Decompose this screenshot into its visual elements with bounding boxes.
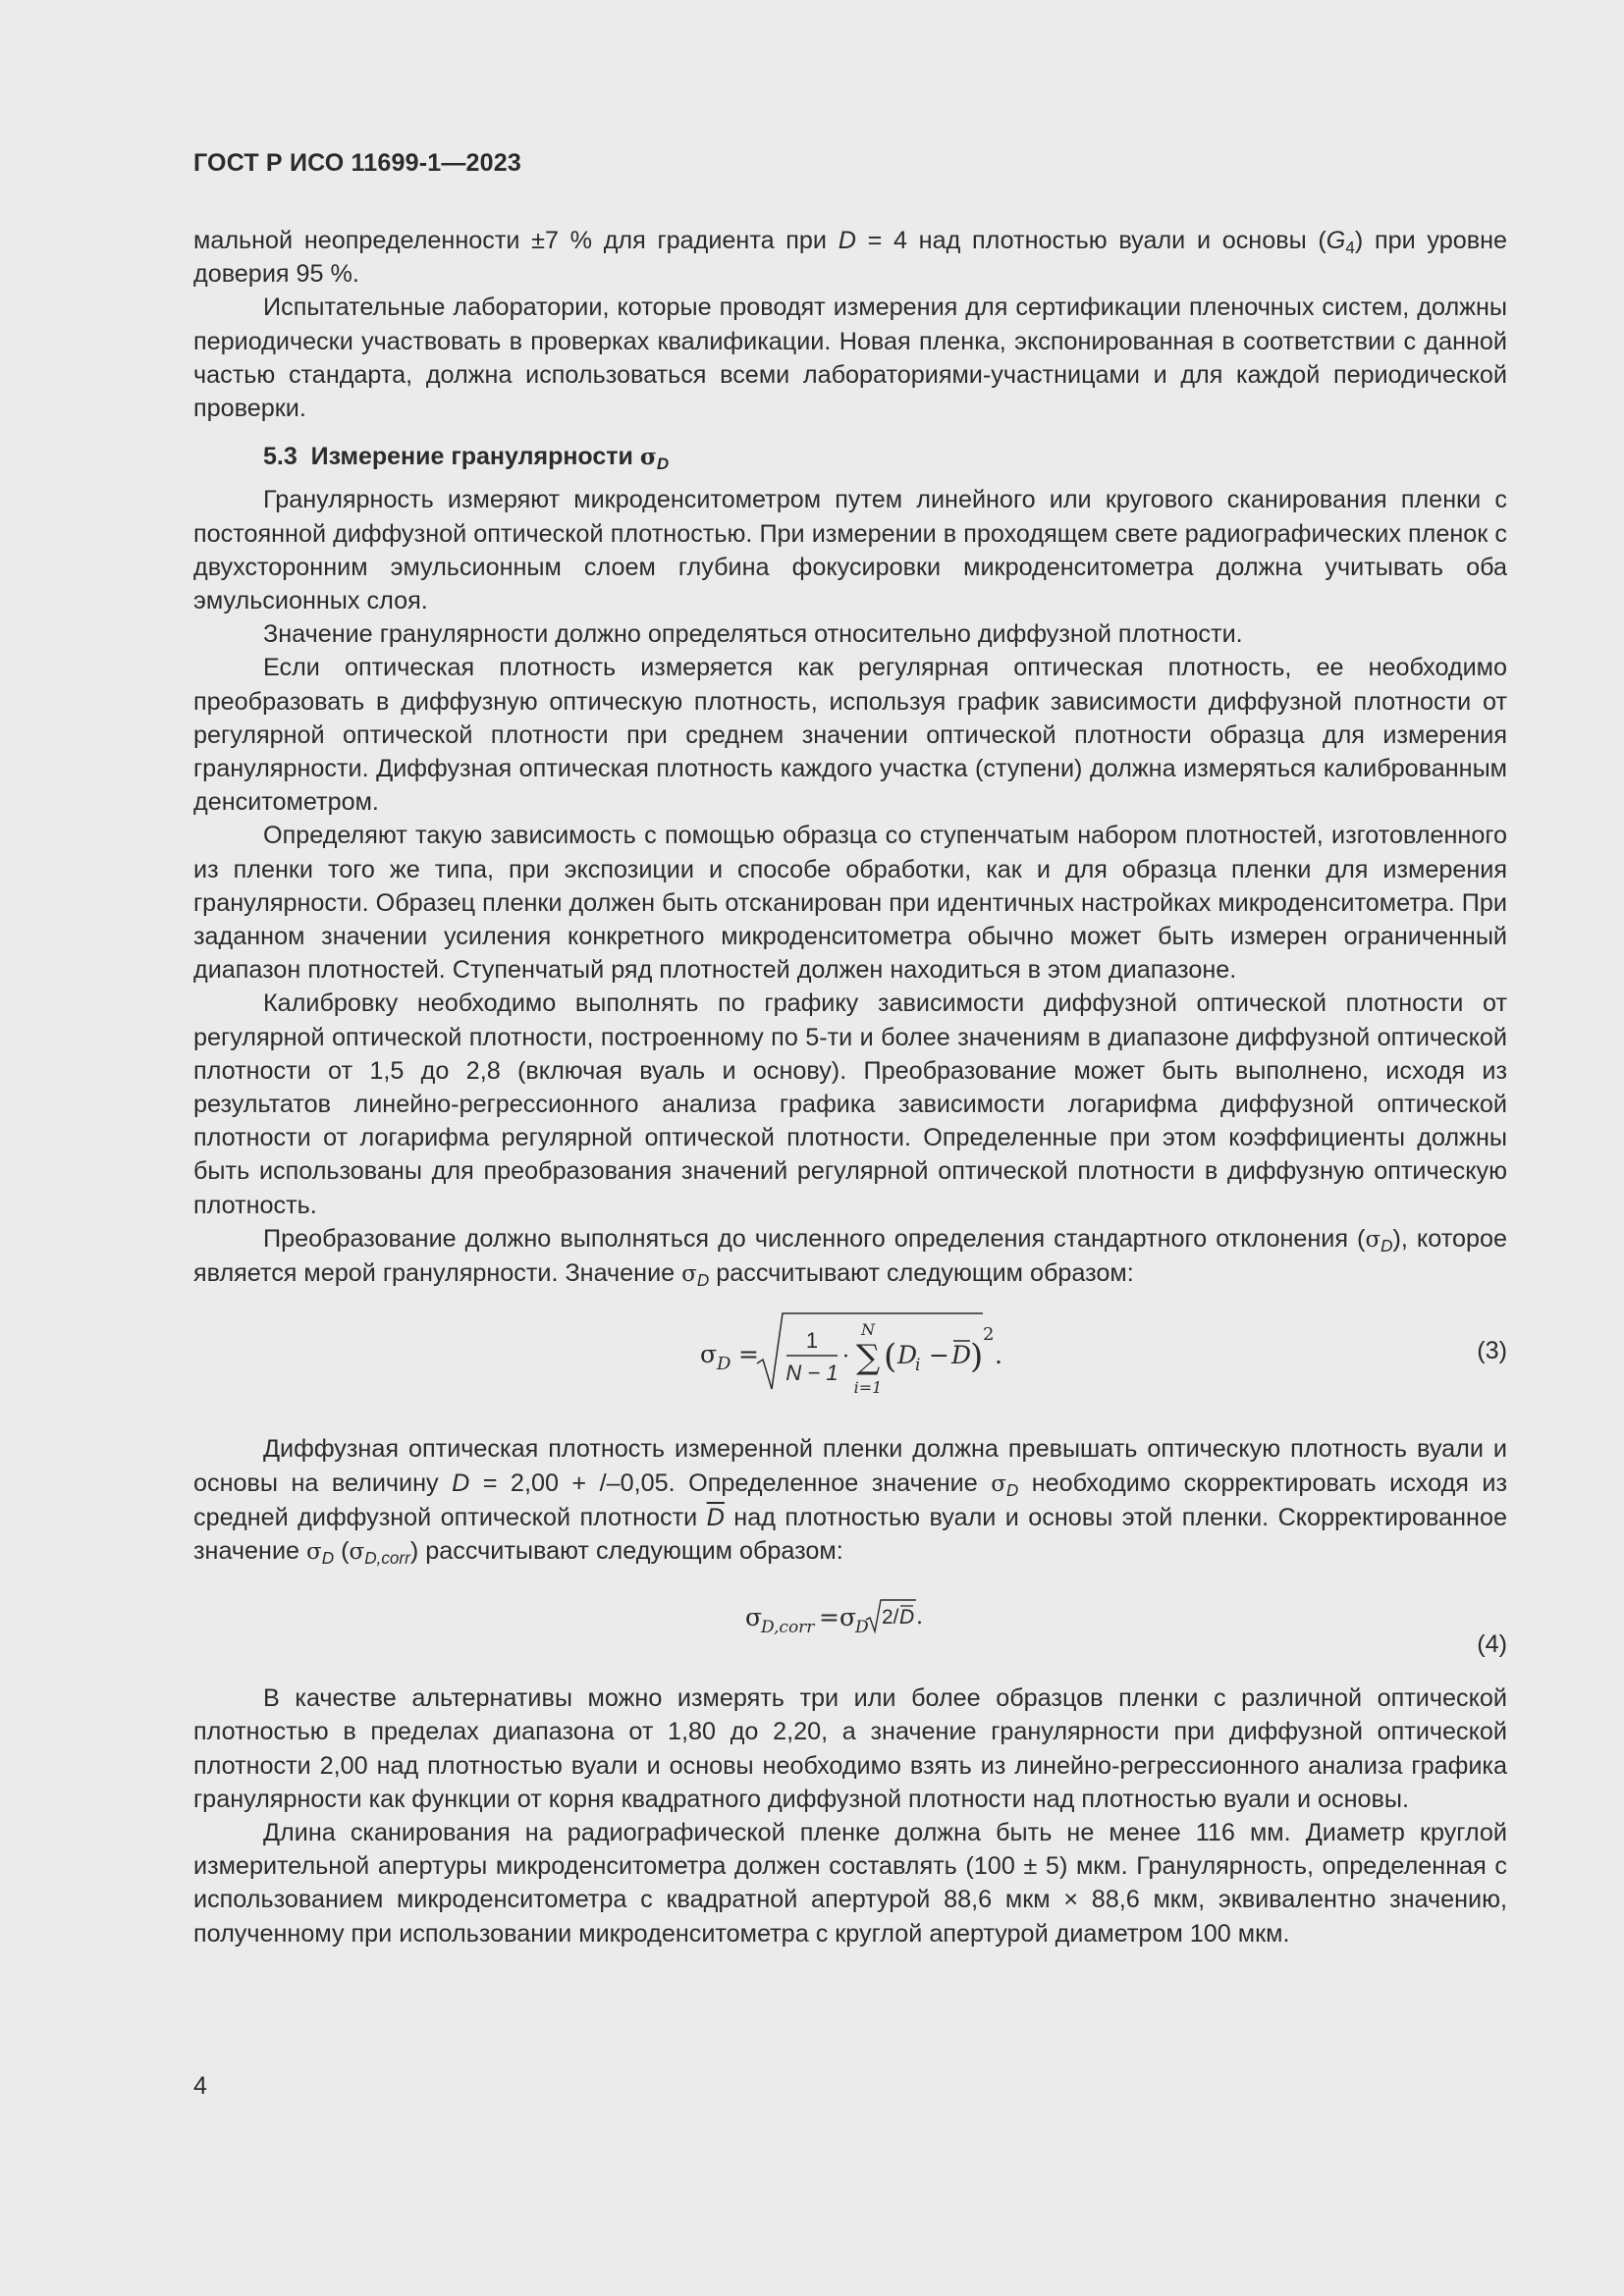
svg-text:D: D — [897, 1341, 918, 1370]
svg-text:.: . — [916, 1605, 923, 1630]
svg-text:): ) — [970, 1337, 984, 1377]
svg-text:D: D — [899, 1606, 915, 1629]
svg-text:D,corr: D,corr — [761, 1618, 815, 1638]
formula-3-math — [700, 1299, 1034, 1415]
formula-number: (3) — [1477, 1337, 1507, 1365]
svg-text:D: D — [717, 1354, 731, 1375]
svg-text:·: · — [842, 1345, 849, 1370]
formula-number: (4) — [1477, 1630, 1507, 1659]
formula-4 — [193, 1576, 1507, 1659]
svg-text:i: i — [915, 1356, 921, 1376]
svg-text:N: N — [861, 1320, 875, 1340]
section-number: 5.3 — [263, 443, 298, 471]
paragraph: Определяют такую зависимость с помощью образца со ступенчатым набором плотностей, изготовленного из пленки того же типа, при экспозиции и способе обработки, как и для образца пленки для измерения гранулярности. Образец пленки должен быть отсканирован при идентичных настройках микроденситометра. При заданном значении усиления конкретного микроденситометра обычно может быть измерен ограниченный диапазон плотностей. Ступенчатый ряд плотностей должен находиться в этом диапазоне. — [193, 822, 1507, 985]
formula-3 — [193, 1299, 1507, 1415]
sigma-symbol: σ — [639, 444, 657, 471]
paragraph: Испытательные лаборатории, которые проводят измерения для сертификации пленочных систем, должны периодически участвовать в проверках квалификации. Новая пленка, экспонированная в соответствии с данной частью стандарта, должна использоваться всеми лабораториями-участницами и для каждой периодической проверки. — [193, 294, 1507, 423]
svg-text:(: ( — [884, 1337, 897, 1377]
page-number: 4 — [193, 2072, 207, 2100]
svg-text:−: − — [929, 1341, 949, 1370]
svg-text:.: . — [995, 1341, 1002, 1370]
subscript-4: 4 — [1345, 237, 1355, 257]
svg-text:1: 1 — [805, 1328, 819, 1354]
svg-text:i=1: i=1 — [853, 1378, 883, 1398]
section-heading: 5.3 Измерение гранулярности $\sigma_D$ — [263, 443, 670, 473]
svg-text:=: = — [738, 1340, 759, 1369]
svg-text:σ: σ — [839, 1603, 857, 1632]
svg-text:2: 2 — [983, 1324, 995, 1346]
paragraph: Если оптическая плотность измеряется как регулярная оптическая плотность, ее необходимо преобразовать в диффузную оптическую плотность, используя график зависимости диффузной плотности от регулярной оптической плотности при среднем значении оптической плотности образца для измерения гранулярности. Диффузная оптическая плотность каждого участка (ступени) должна измеряться калиброванным денситометром. — [193, 654, 1507, 817]
paragraph: В качестве альтернативы можно измерять три или более образцов пленки с различной оптической плотностью в пределах диапазона от 1,80 до 2,20, а значение гранулярности при диффузной оптической плотности 2,00 над плотностью вуали и основы необходимо взять из линейно-регрессионного анализа графика гранулярности как функции от корня квадратного диффузной плотности над плотностью вуали и основы. — [193, 1684, 1507, 1813]
paragraph: Калибровку необходимо выполнять по графику зависимости диффузной оптической плотности от регулярной оптической плотности, построенному по 5-ти и более значениям в диапазоне диффузной оптической плотности от 1,5 до 2,8 (включая вуаль и основу). Преобразование может быть выполнено, исходя из результатов линейно-регрессионного анализа графика зависимости логарифма диффузной оптической плотности от логарифма регулярной оптической плотности. Определенные при этом коэффициенты должны быть использованы для преобразования значений регулярной оптической плотности в диффузную оптическую плотность. — [193, 989, 1507, 1219]
svg-text:N − 1: N − 1 — [785, 1361, 839, 1386]
paragraph: Диффузная оптическая плотность измеренной пленки должна превышать оптическую плотность вуали и основы на величину D = 2,00 + /–0,05. Определенное значение $\sigma_D$ необходимо скорректировать исходя из средней диффузной оптической плотности $\overline{D}$ над плотностью вуали и основы этой пленки. Скорректированное значение $\sigma_D$ $(\sigma_{D,corr})$ рассчитывают следующим образом: — [193, 1435, 1507, 1568]
svg-text:σ: σ — [700, 1340, 718, 1369]
d-mean: $\overline{D}$ — [706, 1503, 725, 1531]
body-text — [193, 224, 1507, 1950]
sum-sign: ∑ — [856, 1338, 881, 1378]
var-D: D — [838, 227, 856, 254]
paragraph: Значение гранулярности должно определяться относительно диффузной плотности. — [263, 620, 1243, 649]
var-G: G — [1326, 227, 1346, 254]
paragraph: Преобразование должно выполняться до численного определения стандартного отклонения $(\sigma_D)$, которое является мерой гранулярности. Значение $\sigma_D$ рассчитывают следующим образом: — [193, 1224, 1507, 1290]
svg-text:σ: σ — [745, 1603, 763, 1632]
paragraph-continuation: мальной неопределенности ±7 % для градиента при D = 4 над плотностью вуали и основы $(G_4)$ при уровне доверия 95 %. — [193, 227, 1508, 289]
svg-text:2/: 2/ — [882, 1606, 899, 1629]
document-header: ГОСТ Р ИСО 11699-1—2023 — [193, 149, 521, 177]
paragraph: Гранулярность измеряют микроденситометром путем линейного или кругового сканирования пленки с постоянной диффузной оптической плотностью. При измерении в проходящем свете радиографических пленок с двухсторонним эмульсионным слоем глубина фокусировки микроденситометра должна учитывать оба эмульсионных слоя. — [193, 486, 1507, 615]
paragraph: Длина сканирования на радиографической пленке должна быть не менее 116 мм. Диаметр круглой измерительной апертуры микроденситометра должен составлять (100 ± 5) мкм. Гранулярность, определенная с использованием микроденситометра с квадратной апертурой 88,6 мкм × 88,6 мкм, эквивалентно значению, полученному при использовании микроденситометра с круглой апертурой диаметром 100 мкм. — [193, 1818, 1507, 1948]
svg-text:D: D — [951, 1341, 972, 1370]
svg-text:D: D — [855, 1618, 869, 1638]
svg-text:=: = — [819, 1603, 839, 1632]
formula-4-math — [745, 1576, 971, 1659]
section-title: Измерение гранулярности — [310, 443, 633, 471]
